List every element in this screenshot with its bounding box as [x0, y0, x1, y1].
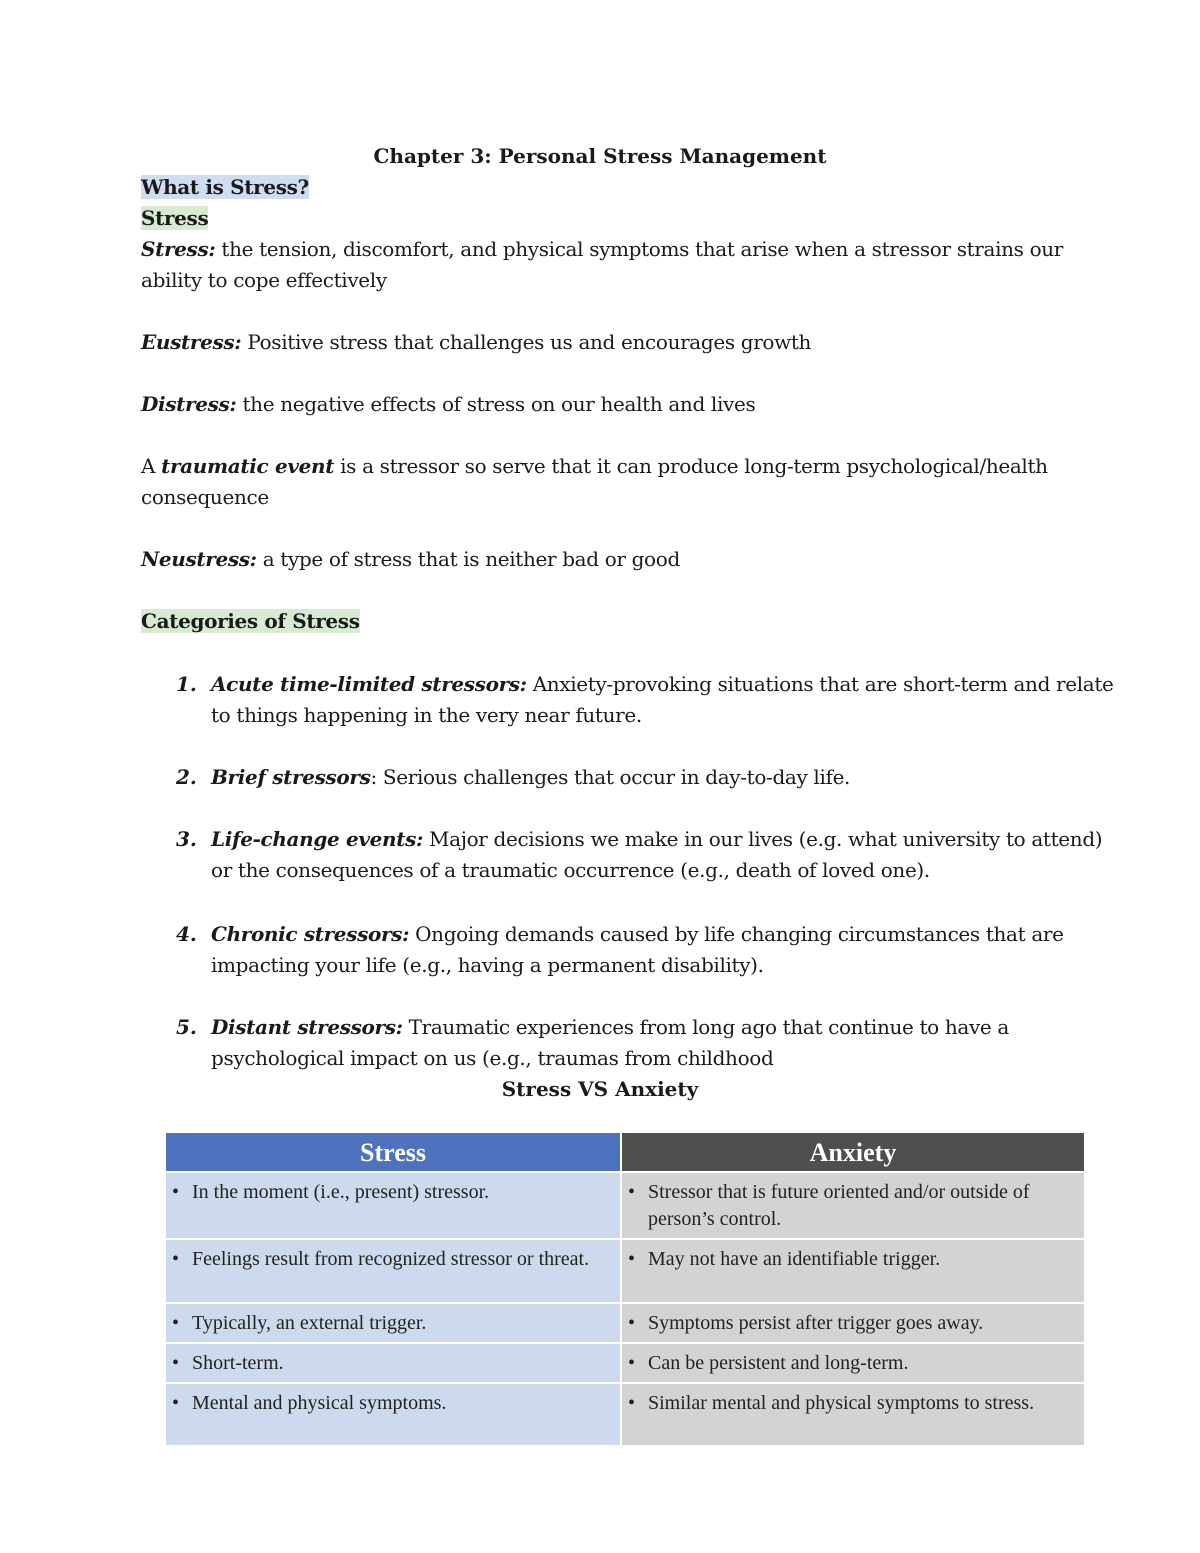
stress-vs-anxiety-table	[166, 1133, 1084, 1445]
list-item-life-change-cont: or the consequences of a traumatic occurrence (e.g., death of loved one).	[211, 858, 930, 882]
table-row	[166, 1303, 1084, 1343]
table-cell-anxiety: • Can be persistent and long-term.	[621, 1343, 1084, 1383]
comparison-title: Stress VS Anxiety	[501, 1077, 699, 1101]
table-cell-stress: • Mental and physical symptoms.	[166, 1383, 621, 1445]
list-item-life-change: Life-change events: Major decisions we make in our lives (e.g. what university to attend)	[211, 827, 1103, 851]
list-number: 1.	[176, 672, 197, 696]
section-heading-what-is-stress: What is Stress?	[141, 175, 309, 199]
definition-stress-cont: ability to cope effectively	[141, 268, 387, 292]
column-header-anxiety: Anxiety	[621, 1133, 1084, 1172]
table-cell-stress: • Feelings result from recognized stressor or threat.	[166, 1239, 621, 1303]
definition-neustress: Neustress: a type of stress that is neither bad or good	[141, 547, 680, 571]
list-item-acute-cont: to things happening in the very near future.	[211, 703, 642, 727]
definition-distress: Distress: the negative effects of stress on our health and lives	[141, 392, 756, 416]
column-header-stress: Stress	[166, 1133, 621, 1172]
table-row	[166, 1383, 1084, 1445]
table-cell-stress: • Typically, an external trigger.	[166, 1303, 621, 1343]
subheading-stress: Stress	[141, 206, 209, 230]
table-row	[166, 1239, 1084, 1303]
definition-traumatic-event-cont: consequence	[141, 485, 269, 509]
list-item-chronic-cont: impacting your life (e.g., having a permanent disability).	[211, 953, 764, 977]
list-item-acute: Acute time-limited stressors: Anxiety-provoking situations that are short-term and relate	[211, 672, 1114, 696]
table-cell-stress: • Short-term.	[166, 1343, 621, 1383]
table-row	[166, 1343, 1084, 1383]
definition-eustress: Eustress: Positive stress that challenges us and encourages growth	[141, 330, 812, 354]
list-item-distant: Distant stressors: Traumatic experiences from long ago that continue to have a	[211, 1015, 1010, 1039]
table-header-row	[166, 1133, 1084, 1172]
list-number: 4.	[176, 922, 197, 946]
list-number: 5.	[176, 1015, 197, 1039]
list-item-distant-cont: psychological impact on us (e.g., traumas from childhood	[211, 1046, 774, 1070]
table-cell-stress: • In the moment (i.e., present) stressor.	[166, 1172, 621, 1239]
list-number: 2.	[176, 765, 197, 789]
table-cell-anxiety: • May not have an identifiable trigger.	[621, 1239, 1084, 1303]
table-cell-anxiety: • Symptoms persist after trigger goes away.	[621, 1303, 1084, 1343]
list-item-brief: Brief stressors: Serious challenges that occur in day-to-day life.	[211, 765, 851, 789]
definition-stress: Stress: the tension, discomfort, and physical symptoms that arise when a stressor strains our	[141, 237, 1064, 261]
page-title: Chapter 3: Personal Stress Management	[373, 144, 827, 168]
table-row	[166, 1172, 1084, 1239]
definition-traumatic-event: A traumatic event is a stressor so serve that it can produce long-term psychological/health	[141, 454, 1048, 478]
table-cell-anxiety: • Stressor that is future oriented and/or outside of person’s control.	[621, 1172, 1084, 1239]
list-number: 3.	[176, 827, 197, 851]
list-item-chronic: Chronic stressors: Ongoing demands caused by life changing circumstances that are	[211, 922, 1064, 946]
table-cell-anxiety: • Similar mental and physical symptoms to stress.	[621, 1383, 1084, 1445]
section-heading-categories: Categories of Stress	[141, 609, 360, 633]
